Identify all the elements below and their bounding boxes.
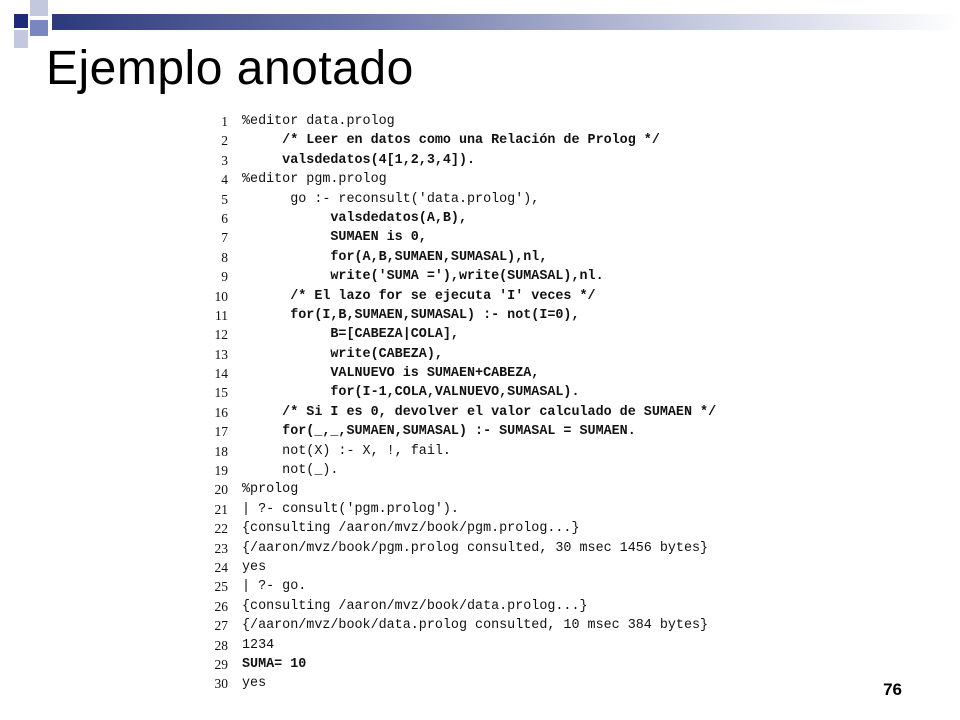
code-text: %editor data.prolog <box>242 114 395 129</box>
code-text: write('SUMA ='),write(SUMASAL),nl. <box>242 269 604 285</box>
code-text: valsdedatos(4[1,2,3,4]). <box>242 152 476 168</box>
line-number: 25 <box>214 579 228 595</box>
code-text: 1234 <box>242 637 275 653</box>
code-text: %prolog <box>242 482 299 498</box>
decorative-square-light-lower <box>14 30 28 48</box>
code-line <box>204 500 764 519</box>
code-text: go :- reconsult('data.prolog'), <box>242 191 540 207</box>
slide-title: Ejemplo anotado <box>46 42 414 95</box>
code-text: B=[CABEZA|COLA], <box>242 327 459 343</box>
line-number: 15 <box>214 385 228 401</box>
decorative-square-mid <box>30 20 48 36</box>
line-number: 7 <box>221 230 228 246</box>
code-text: | ?- consult('pgm.prolog'). <box>242 501 459 517</box>
code-text: /* El lazo for se ejecuta 'I' veces */ <box>242 288 596 304</box>
code-line <box>204 248 764 267</box>
code-text: | ?- go. <box>242 579 307 595</box>
code-text: VALNUEVO is SUMAEN+CABEZA, <box>242 366 540 382</box>
code-text: /* Leer en datos como una Relación de Prolog */ <box>242 133 660 149</box>
code-text: {consulting /aaron/mvz/book/pgm.prolog...} <box>242 521 580 537</box>
code-text: yes <box>242 559 267 575</box>
line-number: 6 <box>221 210 228 226</box>
line-number: 4 <box>221 172 228 188</box>
line-number: 10 <box>214 288 228 304</box>
code-line <box>204 674 764 693</box>
line-number: 26 <box>214 598 228 614</box>
line-number: 9 <box>221 269 228 285</box>
line-number: 29 <box>214 656 228 672</box>
code-text: {/aaron/mvz/book/pgm.prolog consulted, 30 msec 1456 bytes} <box>242 540 709 556</box>
code-line <box>204 112 764 131</box>
line-number: 24 <box>214 559 228 575</box>
title-gradient-bar <box>52 14 960 30</box>
line-number: 14 <box>214 366 228 382</box>
code-line <box>204 325 764 344</box>
line-number: 16 <box>214 404 228 420</box>
code-line <box>204 287 764 306</box>
code-line <box>204 403 764 422</box>
code-text: yes <box>242 676 267 692</box>
code-line <box>204 480 764 499</box>
code-line <box>204 655 764 674</box>
code-line <box>204 597 764 616</box>
code-line <box>204 151 764 170</box>
code-line <box>204 461 764 480</box>
line-number: 21 <box>214 501 228 517</box>
code-text: {/aaron/mvz/book/data.prolog consulted, 10 msec 384 bytes} <box>242 618 709 634</box>
code-line <box>204 519 764 538</box>
code-text: for(I,B,SUMAEN,SUMASAL) :- not(I=0), <box>242 307 580 323</box>
page-number: 76 <box>883 680 902 699</box>
line-number: 5 <box>221 191 228 207</box>
code-line <box>204 539 764 558</box>
line-number: 13 <box>214 346 228 362</box>
code-listing <box>204 112 764 694</box>
code-text: SUMAEN is 0, <box>242 230 427 246</box>
code-line <box>204 131 764 150</box>
line-number: 22 <box>214 521 228 537</box>
code-line <box>204 422 764 441</box>
code-text: valsdedatos(A,B), <box>242 210 467 226</box>
code-line <box>204 577 764 596</box>
code-line <box>204 383 764 402</box>
code-line <box>204 364 764 383</box>
line-number: 23 <box>214 540 228 556</box>
code-line <box>204 558 764 577</box>
code-text: /* Si I es 0, devolver el valor calculado de SUMAEN */ <box>242 404 717 420</box>
code-line <box>204 306 764 325</box>
line-number: 18 <box>214 443 228 459</box>
line-number: 30 <box>214 676 228 692</box>
code-text: {consulting /aaron/mvz/book/data.prolog...} <box>242 598 588 614</box>
line-number: 8 <box>221 249 228 265</box>
decorative-square-light <box>30 0 48 16</box>
line-number: 27 <box>214 618 228 634</box>
code-text: %editor pgm.prolog <box>242 172 387 188</box>
code-line <box>204 616 764 635</box>
code-text: not(X) :- X, !, fail. <box>242 443 451 459</box>
code-line <box>204 345 764 364</box>
line-number: 28 <box>214 637 228 653</box>
decorative-square-dark <box>14 14 28 28</box>
line-number: 17 <box>214 424 228 440</box>
line-number: 11 <box>215 307 228 323</box>
code-line <box>204 442 764 461</box>
code-text: for(_,_,SUMAEN,SUMASAL) :- SUMASAL = SUMAEN. <box>242 424 636 440</box>
line-number: 12 <box>214 327 228 343</box>
code-line <box>204 170 764 189</box>
code-line <box>204 228 764 247</box>
line-number: 2 <box>221 133 228 149</box>
line-number: 19 <box>214 463 228 479</box>
code-text: write(CABEZA), <box>242 346 443 362</box>
code-line <box>204 636 764 655</box>
code-line <box>204 209 764 228</box>
code-text: for(I-1,COLA,VALNUEVO,SUMASAL). <box>242 385 580 401</box>
code-line <box>204 190 764 209</box>
line-number: 20 <box>214 482 228 498</box>
line-number: 3 <box>221 152 228 168</box>
line-number: 1 <box>221 114 228 129</box>
code-line <box>204 267 764 286</box>
code-text: not(_). <box>242 463 339 479</box>
code-text: for(A,B,SUMAEN,SUMASAL),nl, <box>242 249 548 265</box>
code-text: SUMA= 10 <box>242 656 307 672</box>
